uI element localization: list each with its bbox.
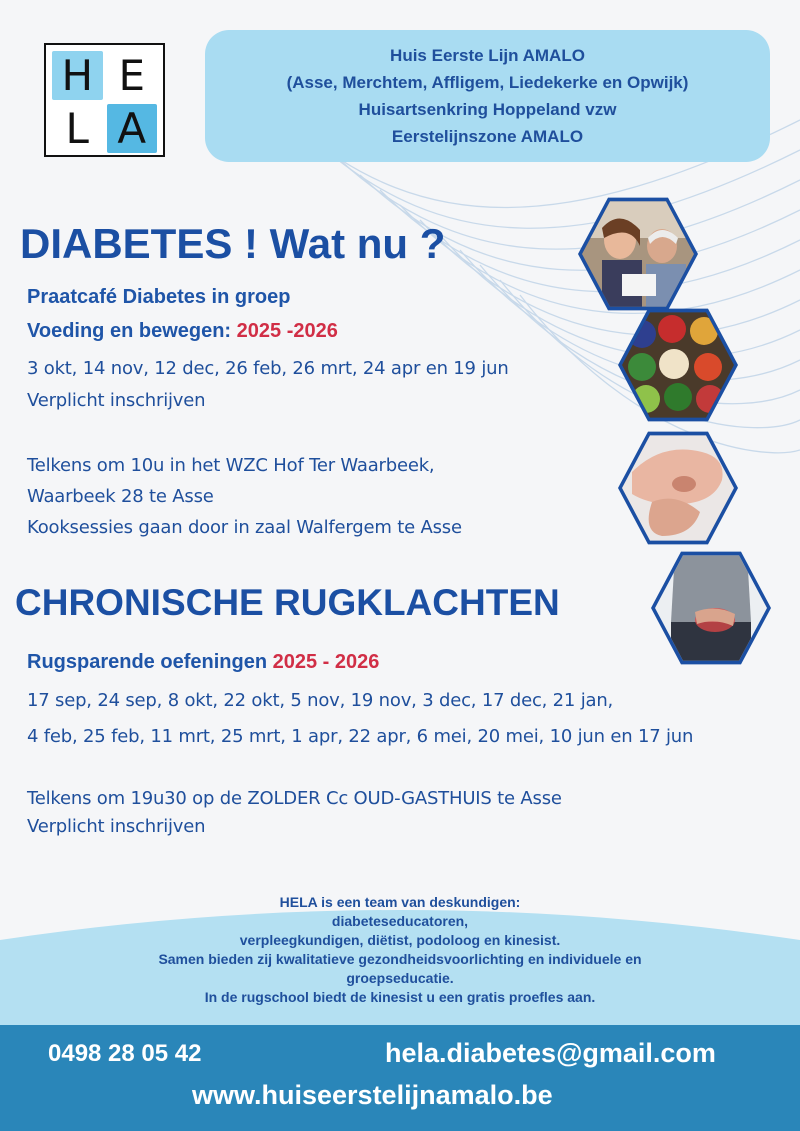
header-line-4: Eerstelijnszone AMALO	[391, 126, 584, 146]
logo-letter-a: A	[107, 104, 158, 153]
back-pain-dates-line-2: 4 feb, 25 feb, 11 mrt, 25 mrt, 1 apr, 22 apr, 6 mei, 20 mei, 10 jun en 17 jun	[27, 726, 694, 747]
footer-info-line: HELA is een team van deskundigen:	[279, 894, 521, 910]
footer-info-line: groepseducatie.	[346, 970, 454, 986]
logo-letter-e: E	[107, 51, 158, 100]
diabetes-dates: 3 okt, 14 nov, 12 dec, 26 feb, 26 mrt, 24 apr en 19 jun	[27, 358, 509, 379]
diabetes-topic	[27, 320, 338, 343]
back-pain-dates-line-1: 17 sep, 24 sep, 8 okt, 22 okt, 5 nov, 19 nov, 3 dec, 17 dec, 21 jan,	[27, 690, 614, 711]
website-link[interactable]: www.huiseerstelijnamalo.be	[192, 1080, 553, 1110]
diabetes-topic-label: Voeding en bewegen:	[27, 320, 237, 342]
back-pain-topic-years: 2025 - 2026	[272, 651, 380, 673]
email-link[interactable]: hela.diabetes@gmail.com	[385, 1038, 716, 1068]
diabetes-subtitle: Praatcafé Diabetes in groep	[27, 286, 291, 308]
back-pain-photo	[651, 548, 771, 668]
footer-info-line: verpleegkundigen, diëtist, podoloog en kinesist.	[239, 932, 561, 948]
header-line-2: (Asse, Merchtem, Affligem, Liedekerke en Opwijk)	[286, 72, 689, 92]
back-pain-topic-label: Rugsparende oefeningen	[27, 651, 273, 673]
back-pain-registration: Verplicht inschrijven	[27, 816, 206, 837]
back-pain-location: Telkens om 19u30 op de ZOLDER Cc OUD-GASTHUIS te Asse	[27, 788, 562, 809]
back-pain-image	[655, 552, 767, 664]
header-line-3: Huisartsenkring Hoppeland vzw	[358, 99, 617, 119]
footer-info-text	[60, 893, 740, 1007]
diabetes-title: DIABETES ! Wat nu ?	[20, 220, 446, 267]
hela-logo	[44, 43, 165, 157]
back-pain-title: CHRONISCHE RUGKLACHTEN	[15, 582, 560, 623]
diabetes-topic-years: 2025 -2026	[236, 320, 338, 342]
header-line-1: Huis Eerste Lijn AMALO	[390, 45, 585, 65]
diabetes-location-line-3: Kooksessies gaan door in zaal Walfergem te Asse	[27, 517, 462, 538]
diabetes-location-line-2: Waarbeek 28 te Asse	[27, 486, 214, 507]
diabetes-location-line-1: Telkens om 10u in het WZC Hof Ter Waarbeek,	[27, 455, 435, 476]
back-pain-illustration	[655, 552, 767, 664]
footer-info-line: In de rugschool biedt de kinesist u een gratis proefles aan.	[204, 989, 596, 1005]
phone-number[interactable]: 0498 28 05 42	[48, 1040, 202, 1067]
organization-header	[205, 30, 770, 162]
back-pain-topic	[27, 651, 379, 674]
diabetes-registration: Verplicht inschrijven	[27, 390, 206, 411]
footer-info-line: Samen bieden zij kwalitatieve gezondheidsvoorlichting en individuele en	[158, 951, 642, 967]
logo-letter-l: L	[52, 104, 103, 153]
logo-letter-h: H	[52, 51, 103, 100]
footer-info-line: diabeteseducatoren,	[331, 913, 469, 929]
